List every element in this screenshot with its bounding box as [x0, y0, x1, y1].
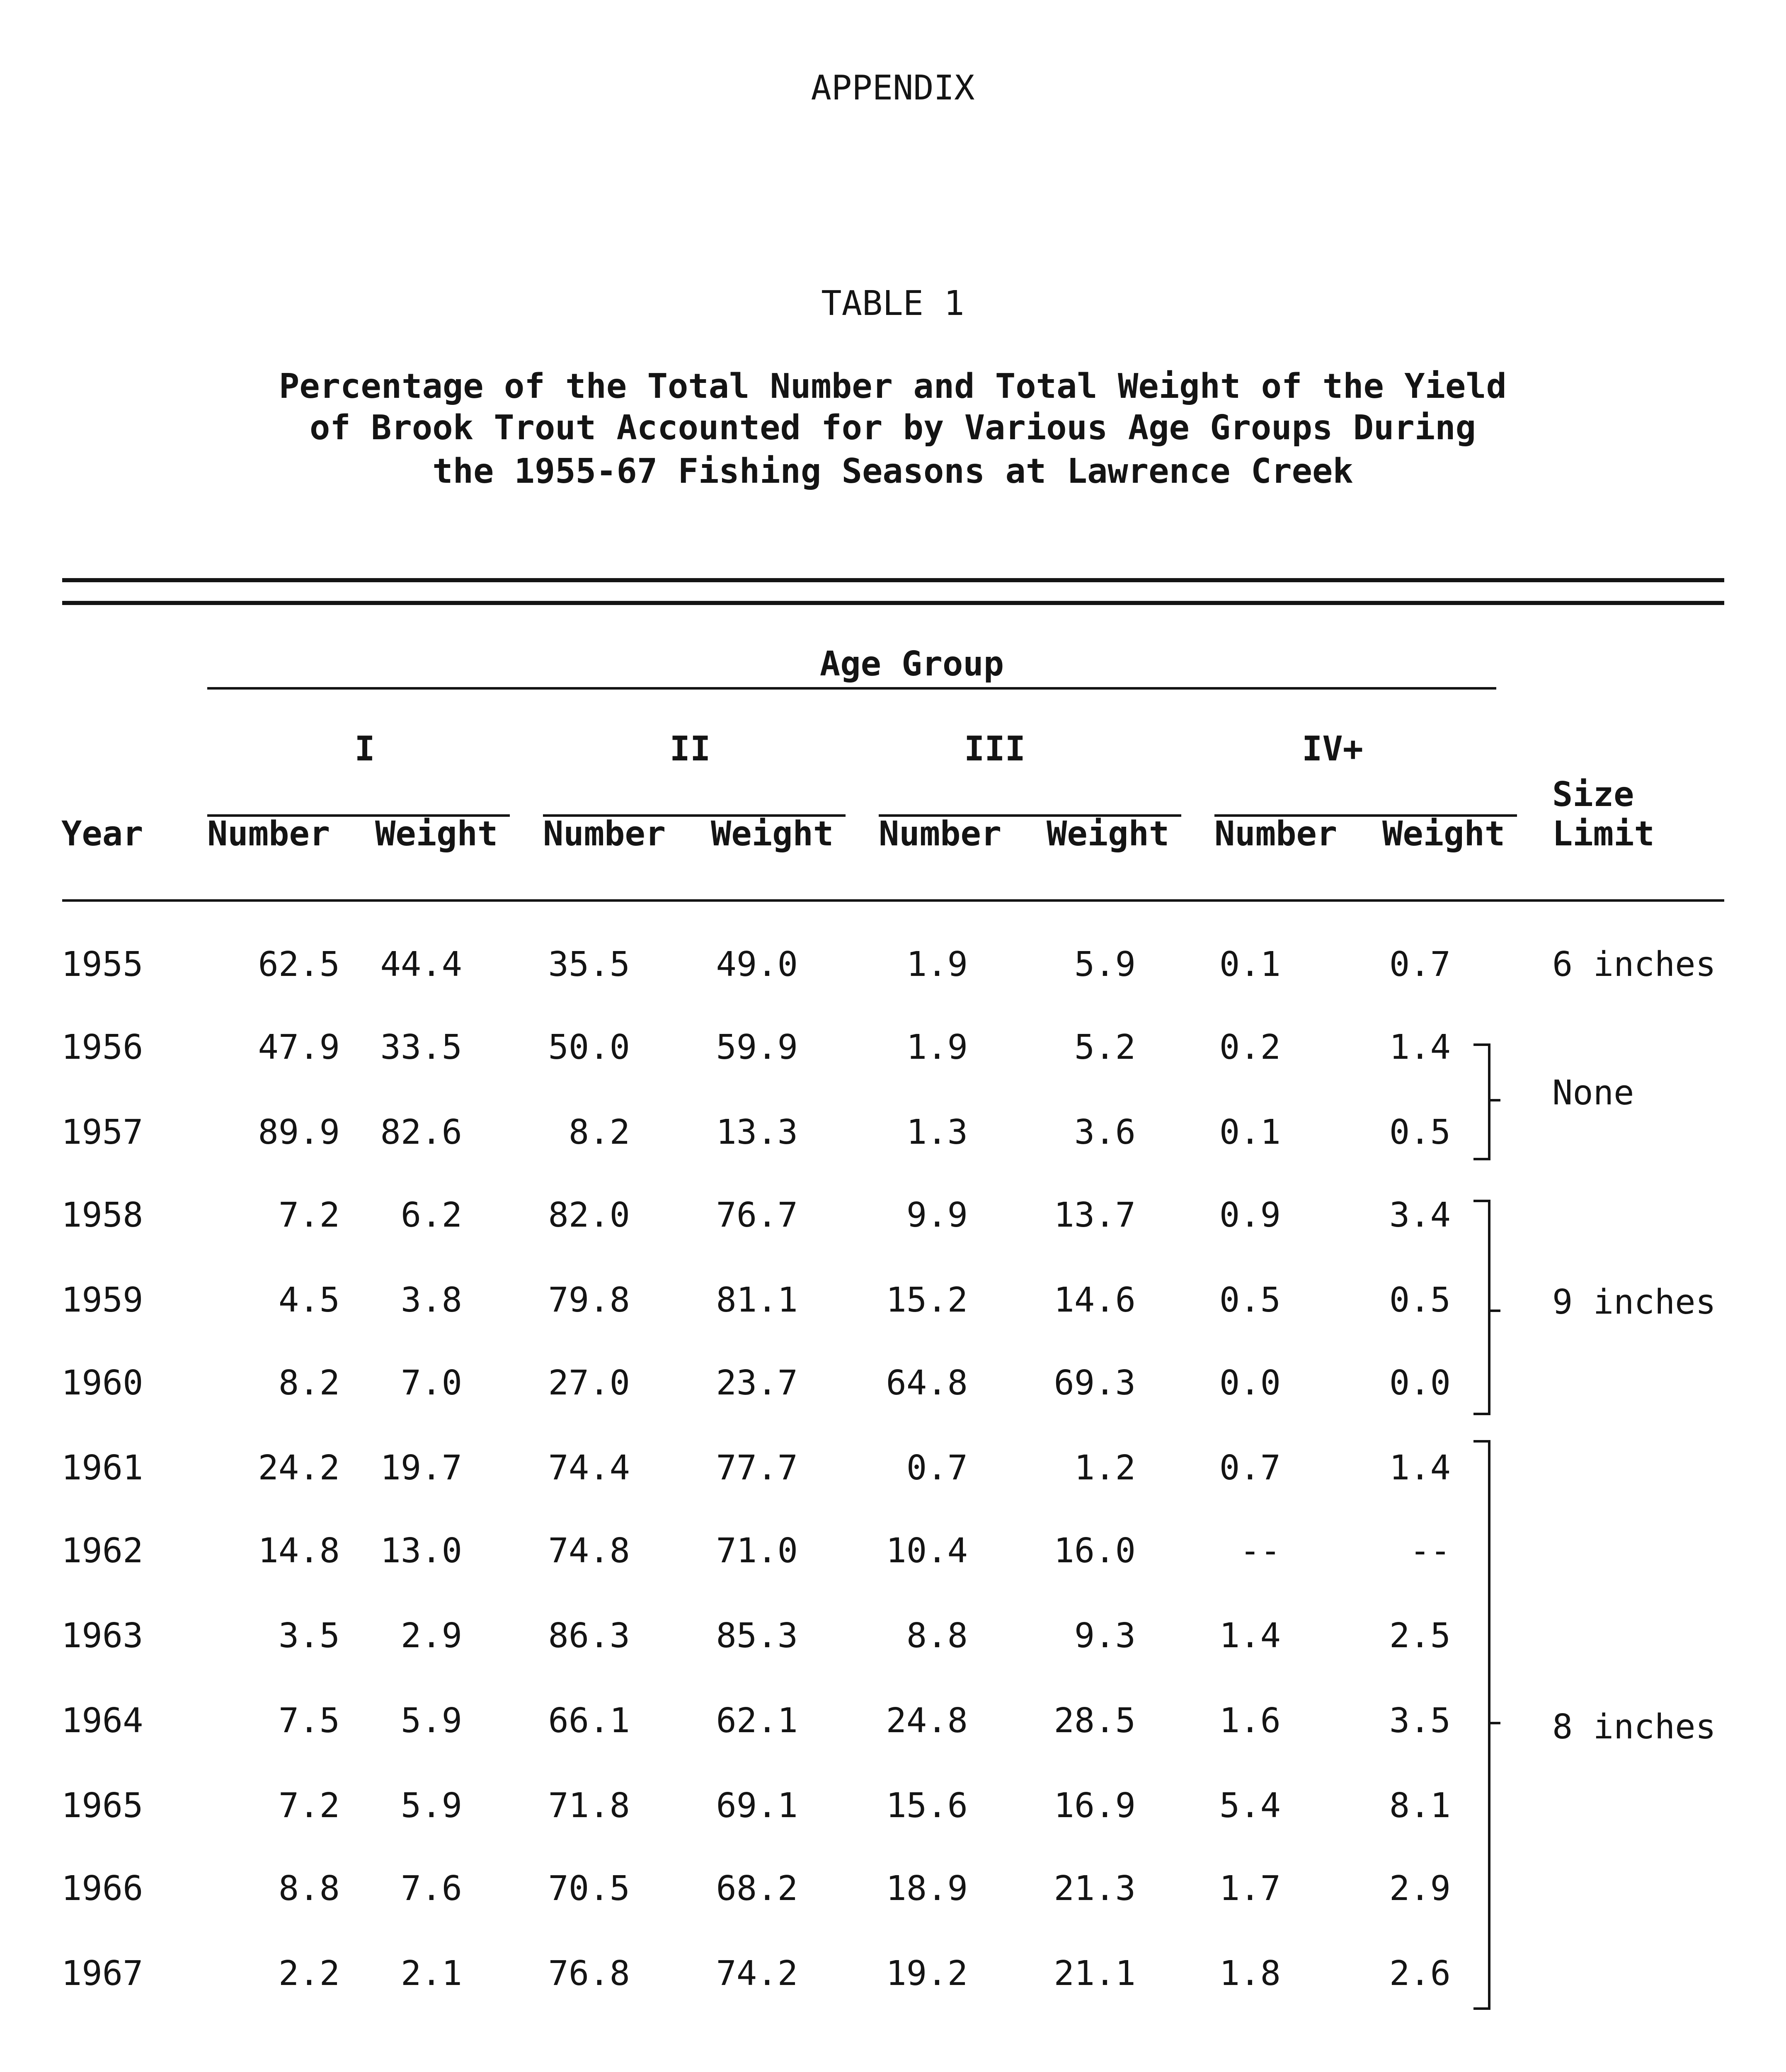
value-cell: 7.0: [400, 1363, 462, 1403]
value-cell: 2.5: [1389, 1616, 1451, 1656]
brace-8in-top: [1473, 1440, 1490, 1443]
value-cell: 47.9: [258, 1028, 340, 1067]
value-cell: 5.2: [1074, 1028, 1136, 1067]
year-cell: 1961: [61, 1448, 143, 1488]
group-label-iv-plus: IV+: [1301, 729, 1364, 769]
caption-line-2: of Brook Trout Accounted for by Various Age Groups During: [310, 408, 1476, 448]
year-cell: 1965: [61, 1786, 143, 1825]
year-cell: 1966: [61, 1869, 143, 1908]
value-cell: 1.8: [1219, 1954, 1281, 1993]
value-cell: 82.0: [548, 1196, 630, 1235]
value-cell: 0.1: [1219, 1113, 1281, 1152]
brace-none-spine: [1488, 1043, 1490, 1160]
value-cell: 8.2: [278, 1363, 340, 1403]
value-cell: 4.5: [278, 1280, 340, 1320]
value-cell: 71.8: [548, 1786, 630, 1825]
age-group-header: Age Group: [819, 644, 1004, 684]
size-limit-1961-1967: 8 inches: [1552, 1707, 1716, 1747]
table-label: TABLE 1: [821, 284, 964, 323]
brace-8in-tick: [1488, 1722, 1500, 1724]
value-cell: 81.1: [716, 1280, 798, 1320]
value-cell: 2.1: [400, 1954, 462, 1993]
value-cell: 7.5: [278, 1701, 340, 1740]
value-cell: 7.6: [400, 1869, 462, 1908]
caption-line-1: Percentage of the Total Number and Total Weight of the Yield: [279, 367, 1507, 406]
year-cell: 1955: [61, 945, 143, 984]
group-iii-weight-header: Weight: [1047, 814, 1170, 854]
value-cell: 1.4: [1389, 1448, 1451, 1488]
brace-8in-bottom: [1473, 2007, 1490, 2010]
value-cell: 76.7: [716, 1196, 798, 1235]
year-cell: 1959: [61, 1280, 143, 1320]
value-cell: 74.8: [548, 1531, 630, 1571]
value-cell: 8.1: [1389, 1786, 1451, 1825]
value-cell: 5.9: [400, 1786, 462, 1825]
value-cell: 0.5: [1389, 1280, 1451, 1320]
value-cell: 59.9: [716, 1028, 798, 1067]
header-rule: [62, 899, 1724, 902]
year-cell: 1957: [61, 1113, 143, 1152]
top-rule-2: [62, 601, 1724, 605]
value-cell: 18.9: [886, 1869, 968, 1908]
value-cell: 3.5: [1389, 1701, 1451, 1740]
value-cell: 0.1: [1219, 945, 1281, 984]
value-cell: 24.2: [258, 1448, 340, 1488]
value-cell: 62.5: [258, 945, 340, 984]
value-cell: 76.8: [548, 1954, 630, 1993]
value-cell: 3.5: [278, 1616, 340, 1656]
group-iii-number-header: Number: [879, 814, 1002, 854]
group-ii-weight-header: Weight: [711, 814, 834, 854]
value-cell: 0.5: [1219, 1280, 1281, 1320]
value-cell: 0.5: [1389, 1113, 1451, 1152]
group-label-iii: III: [964, 729, 1026, 769]
value-cell: 2.2: [278, 1954, 340, 1993]
group-iv-weight-header: Weight: [1382, 814, 1505, 854]
value-cell: 1.2: [1074, 1448, 1136, 1488]
value-cell: 69.1: [716, 1786, 798, 1825]
value-cell: 1.4: [1219, 1616, 1281, 1656]
value-cell: 28.5: [1054, 1701, 1136, 1740]
value-cell: 19.2: [886, 1954, 968, 1993]
year-cell: 1967: [61, 1954, 143, 1993]
group-i-number-header: Number: [207, 814, 330, 854]
value-cell: 14.8: [258, 1531, 340, 1571]
group-label-ii: II: [669, 729, 711, 769]
value-cell: 74.2: [716, 1954, 798, 1993]
value-cell: 16.0: [1054, 1531, 1136, 1571]
value-cell: 8.8: [906, 1616, 968, 1656]
size-limit-1958-1960: 9 inches: [1552, 1283, 1716, 1322]
value-cell: 71.0: [716, 1531, 798, 1571]
brace-9in-bottom: [1473, 1413, 1490, 1415]
year-cell: 1960: [61, 1363, 143, 1403]
value-cell: 1.3: [906, 1113, 968, 1152]
value-cell: 2.9: [400, 1616, 462, 1656]
value-cell: 0.9: [1219, 1196, 1281, 1235]
value-cell: 64.8: [886, 1363, 968, 1403]
brace-9in-tick: [1488, 1310, 1500, 1312]
value-cell: 7.2: [278, 1196, 340, 1235]
value-cell: 86.3: [548, 1616, 630, 1656]
value-cell: 82.6: [380, 1113, 462, 1152]
value-cell: 0.2: [1219, 1028, 1281, 1067]
value-cell: 3.8: [400, 1280, 462, 1320]
size-limit-header-top: Size: [1552, 775, 1634, 814]
value-cell: 50.0: [548, 1028, 630, 1067]
value-cell: 66.1: [548, 1701, 630, 1740]
brace-8in-spine: [1488, 1440, 1490, 2010]
value-cell: 74.4: [548, 1448, 630, 1488]
year-cell: 1958: [61, 1196, 143, 1235]
value-cell: 0.7: [906, 1448, 968, 1488]
value-cell: 27.0: [548, 1363, 630, 1403]
group-ii-number-header: Number: [543, 814, 666, 854]
year-column-header: Year: [61, 814, 143, 854]
age-group-underline: [207, 687, 1496, 690]
value-cell: 2.9: [1389, 1869, 1451, 1908]
value-cell: 44.4: [380, 945, 462, 984]
value-cell: 13.0: [380, 1531, 462, 1571]
value-cell: 10.4: [886, 1531, 968, 1571]
value-cell: 16.9: [1054, 1786, 1136, 1825]
brace-none-top: [1473, 1043, 1490, 1046]
value-cell: 77.7: [716, 1448, 798, 1488]
value-cell: 13.7: [1054, 1196, 1136, 1235]
appendix-heading: APPENDIX: [811, 68, 975, 108]
value-cell: 7.2: [278, 1786, 340, 1825]
value-cell: 5.9: [1074, 945, 1136, 984]
value-cell: --: [1410, 1531, 1451, 1571]
value-cell: 9.3: [1074, 1616, 1136, 1656]
value-cell: 1.9: [906, 1028, 968, 1067]
value-cell: 14.6: [1054, 1280, 1136, 1320]
value-cell: 1.6: [1219, 1701, 1281, 1740]
size-limit-1956-1957: None: [1552, 1073, 1634, 1113]
value-cell: 3.4: [1389, 1196, 1451, 1235]
brace-9in-spine: [1488, 1200, 1490, 1415]
value-cell: 49.0: [716, 945, 798, 984]
year-cell: 1956: [61, 1028, 143, 1067]
value-cell: 23.7: [716, 1363, 798, 1403]
value-cell: 85.3: [716, 1616, 798, 1656]
group-i-weight-header: Weight: [375, 814, 498, 854]
caption-line-3: the 1955-67 Fishing Seasons at Lawrence Creek: [432, 452, 1353, 491]
value-cell: 21.3: [1054, 1869, 1136, 1908]
group-iv-number-header: Number: [1214, 814, 1338, 854]
size-limit-header-bottom: Limit: [1552, 814, 1655, 854]
value-cell: 2.6: [1389, 1954, 1451, 1993]
value-cell: 89.9: [258, 1113, 340, 1152]
value-cell: 5.4: [1219, 1786, 1281, 1825]
value-cell: 9.9: [906, 1196, 968, 1235]
value-cell: 0.7: [1219, 1448, 1281, 1488]
value-cell: --: [1240, 1531, 1281, 1571]
value-cell: 15.2: [886, 1280, 968, 1320]
value-cell: 0.7: [1389, 945, 1451, 984]
group-label-i: I: [354, 729, 375, 769]
value-cell: 79.8: [548, 1280, 630, 1320]
value-cell: 33.5: [380, 1028, 462, 1067]
value-cell: 68.2: [716, 1869, 798, 1908]
value-cell: 15.6: [886, 1786, 968, 1825]
year-cell: 1964: [61, 1701, 143, 1740]
value-cell: 3.6: [1074, 1113, 1136, 1152]
value-cell: 6.2: [400, 1196, 462, 1235]
value-cell: 1.4: [1389, 1028, 1451, 1067]
value-cell: 1.7: [1219, 1869, 1281, 1908]
top-rule-1: [62, 578, 1724, 582]
value-cell: 19.7: [380, 1448, 462, 1488]
value-cell: 0.0: [1219, 1363, 1281, 1403]
value-cell: 69.3: [1054, 1363, 1136, 1403]
value-cell: 1.9: [906, 945, 968, 984]
value-cell: 24.8: [886, 1701, 968, 1740]
year-cell: 1963: [61, 1616, 143, 1656]
value-cell: 62.1: [716, 1701, 798, 1740]
value-cell: 21.1: [1054, 1954, 1136, 1993]
size-limit-1955: 6 inches: [1552, 945, 1716, 984]
value-cell: 5.9: [400, 1701, 462, 1740]
brace-9in-top: [1473, 1200, 1490, 1202]
year-cell: 1962: [61, 1531, 143, 1571]
value-cell: 0.0: [1389, 1363, 1451, 1403]
brace-none-bottom: [1473, 1158, 1490, 1160]
brace-none-tick: [1488, 1099, 1500, 1101]
value-cell: 13.3: [716, 1113, 798, 1152]
value-cell: 8.2: [568, 1113, 630, 1152]
value-cell: 8.8: [278, 1869, 340, 1908]
value-cell: 70.5: [548, 1869, 630, 1908]
value-cell: 35.5: [548, 945, 630, 984]
